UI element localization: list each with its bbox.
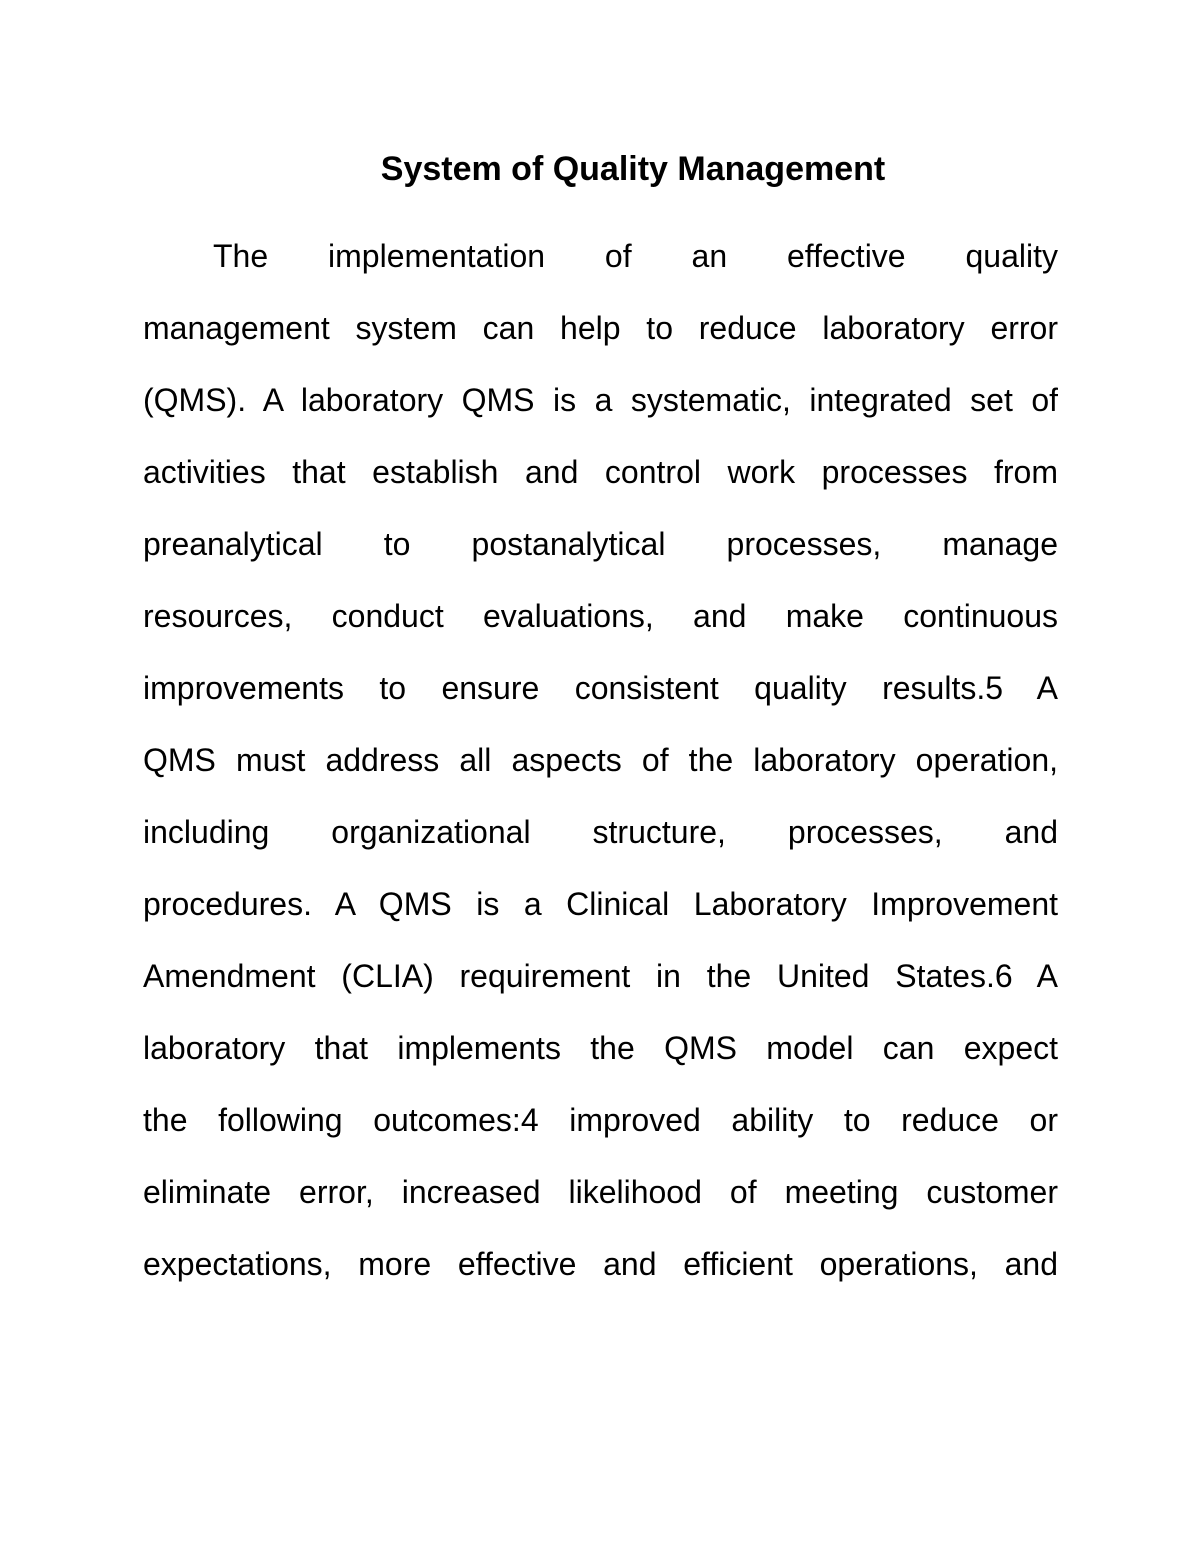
- paragraph-line: expectations, more effective and efficient operations, and: [143, 1246, 1058, 1282]
- paragraph-line: QMS must address all aspects of the laboratory operation,: [143, 742, 1058, 778]
- paragraph-line: activities that establish and control work processes from: [143, 454, 1058, 490]
- paragraph-line: the following outcomes:4 improved ability to reduce or: [143, 1102, 1058, 1138]
- paragraph-line: procedures. A QMS is a Clinical Laboratory Improvement: [143, 886, 1058, 922]
- paragraph-line: management system can help to reduce laboratory error: [143, 310, 1058, 346]
- paragraph-line: The implementation of an effective quality: [213, 238, 1058, 274]
- paragraph-line: resources, conduct evaluations, and make continuous: [143, 598, 1058, 634]
- paragraph-line: laboratory that implements the QMS model can expect: [143, 1030, 1058, 1066]
- body-paragraph: [143, 232, 1058, 1312]
- document-title: System of Quality Management: [380, 150, 886, 188]
- paragraph-line: Amendment (CLIA) requirement in the United States.6 A: [143, 958, 1058, 994]
- paragraph-line: preanalytical to postanalytical processes, manage: [143, 526, 1058, 562]
- paragraph-line: eliminate error, increased likelihood of meeting customer: [143, 1174, 1058, 1210]
- paragraph-line: (QMS). A laboratory QMS is a systematic, integrated set of: [143, 382, 1058, 418]
- paragraph-line: improvements to ensure consistent quality results.5 A: [143, 670, 1058, 706]
- paragraph-line: including organizational structure, processes, and: [143, 814, 1058, 850]
